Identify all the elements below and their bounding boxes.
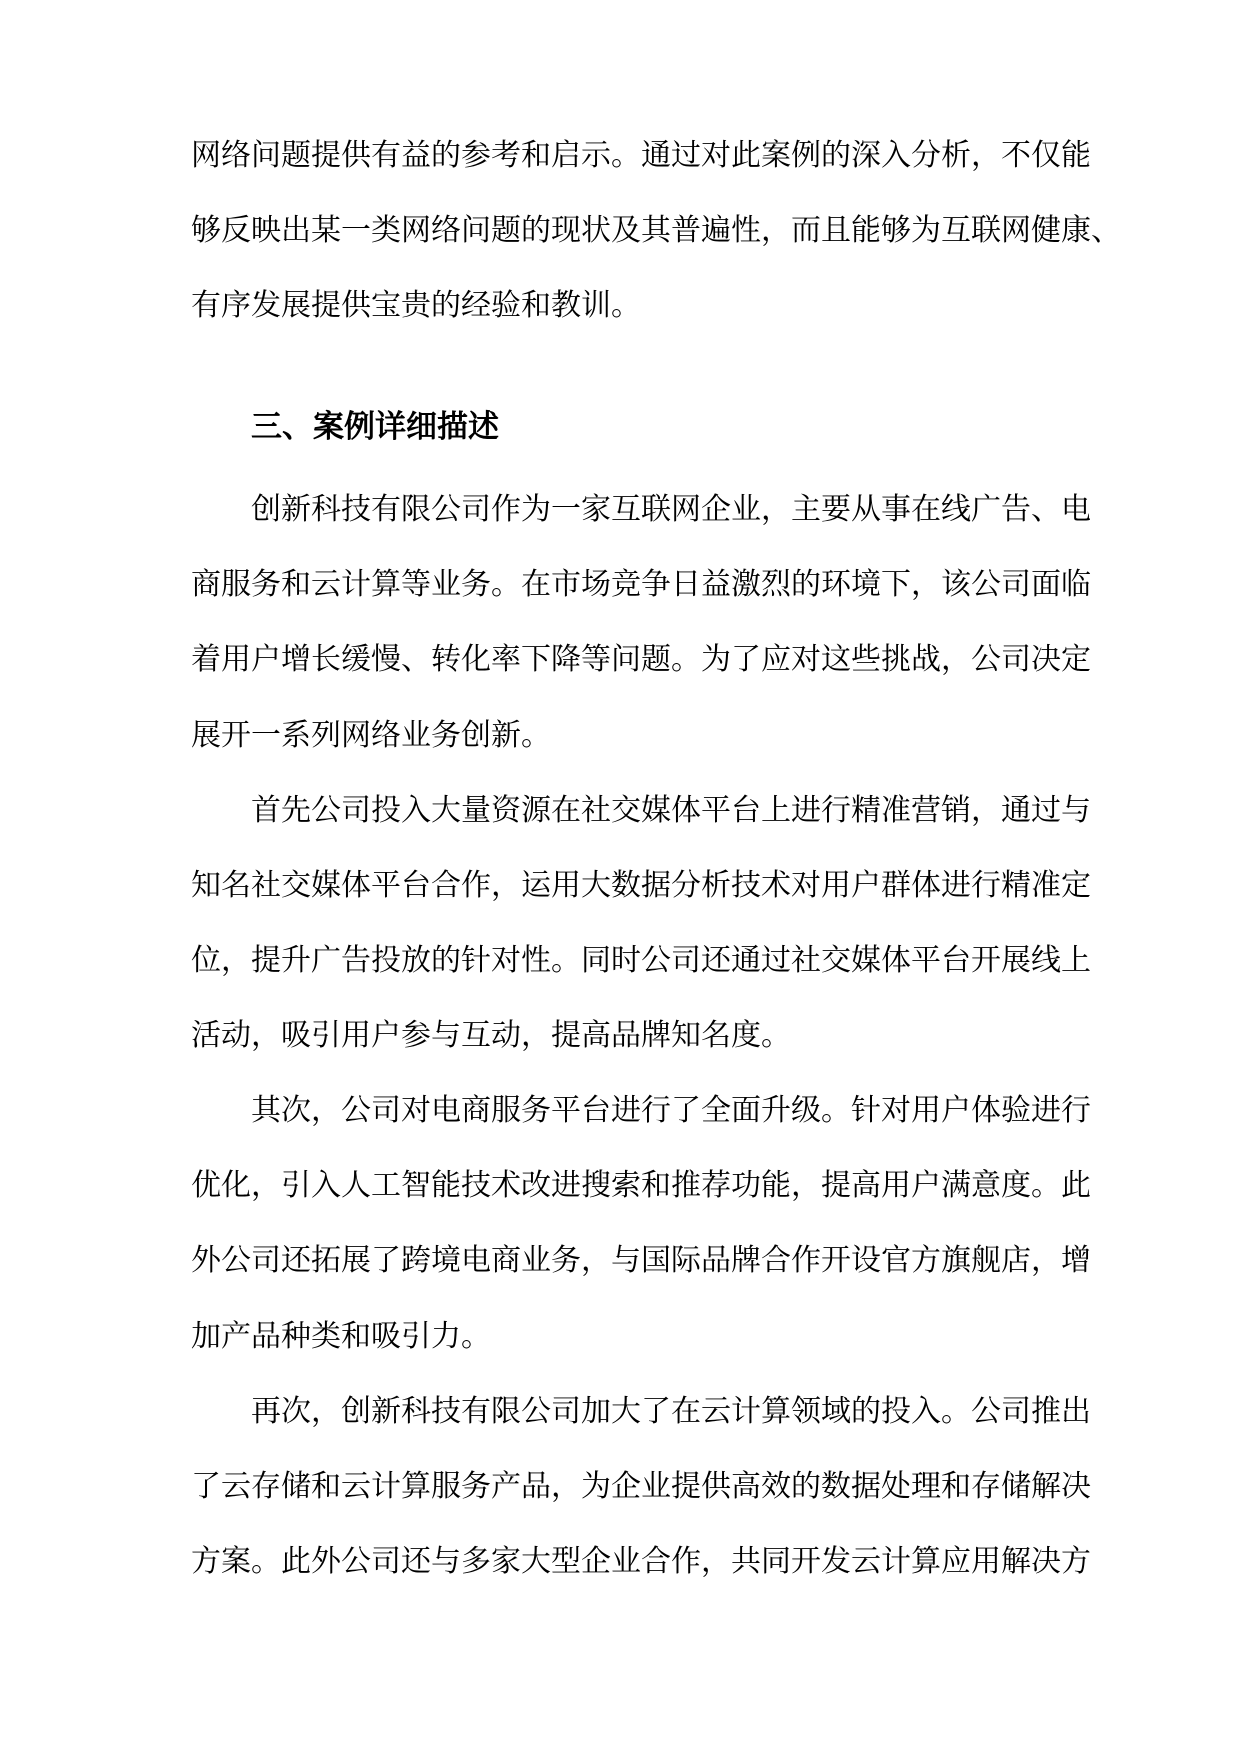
paragraph-line: 外公司还拓展了跨境电商业务，与国际品牌合作开设官方旗舰店，增 (191, 1243, 1091, 1278)
paragraph-line: 位，提升广告投放的针对性。同时公司还通过社交媒体平台开展线上 (191, 943, 1091, 978)
paragraph-line: 创新科技有限公司作为一家互联网企业，主要从事在线广告、电 (251, 492, 1091, 527)
paragraph-line: 其次，公司对电商服务平台进行了全面升级。针对用户体验进行 (251, 1093, 1091, 1128)
intro-line: 网络问题提供有益的参考和启示。通过对此案例的深入分析，不仅能 (191, 138, 1091, 173)
paragraph-line: 商服务和云计算等业务。在市场竞争日益激烈的环境下，该公司面临 (191, 567, 1091, 602)
paragraph-line: 活动，吸引用户参与互动，提高品牌知名度。 (191, 1018, 791, 1053)
intro-line: 有序发展提供宝贵的经验和教训。 (191, 288, 641, 323)
paragraph-line: 展开一系列网络业务创新。 (191, 718, 551, 753)
paragraph-line: 加产品种类和吸引力。 (191, 1319, 491, 1354)
paragraph-line: 首先公司投入大量资源在社交媒体平台上进行精准营销，通过与 (251, 793, 1091, 828)
paragraph-line: 知名社交媒体平台合作，运用大数据分析技术对用户群体进行精准定 (191, 868, 1091, 903)
paragraph-line: 着用户增长缓慢、转化率下降等问题。为了应对这些挑战，公司决定 (191, 642, 1091, 677)
paragraph-line: 优化，引入人工智能技术改进搜索和推荐功能，提高用户满意度。此 (191, 1168, 1091, 1203)
intro-line: 够反映出某一类网络问题的现状及其普遍性，而且能够为互联网健康、 (191, 213, 1121, 248)
paragraph-line: 了云存储和云计算服务产品，为企业提供高效的数据处理和存储解决 (191, 1469, 1091, 1504)
paragraph-line: 再次，创新科技有限公司加大了在云计算领域的投入。公司推出 (251, 1394, 1091, 1429)
section-heading: 三、案例详细描述 (251, 409, 499, 445)
paragraph-line: 方案。此外公司还与多家大型企业合作，共同开发云计算应用解决方 (191, 1544, 1091, 1579)
